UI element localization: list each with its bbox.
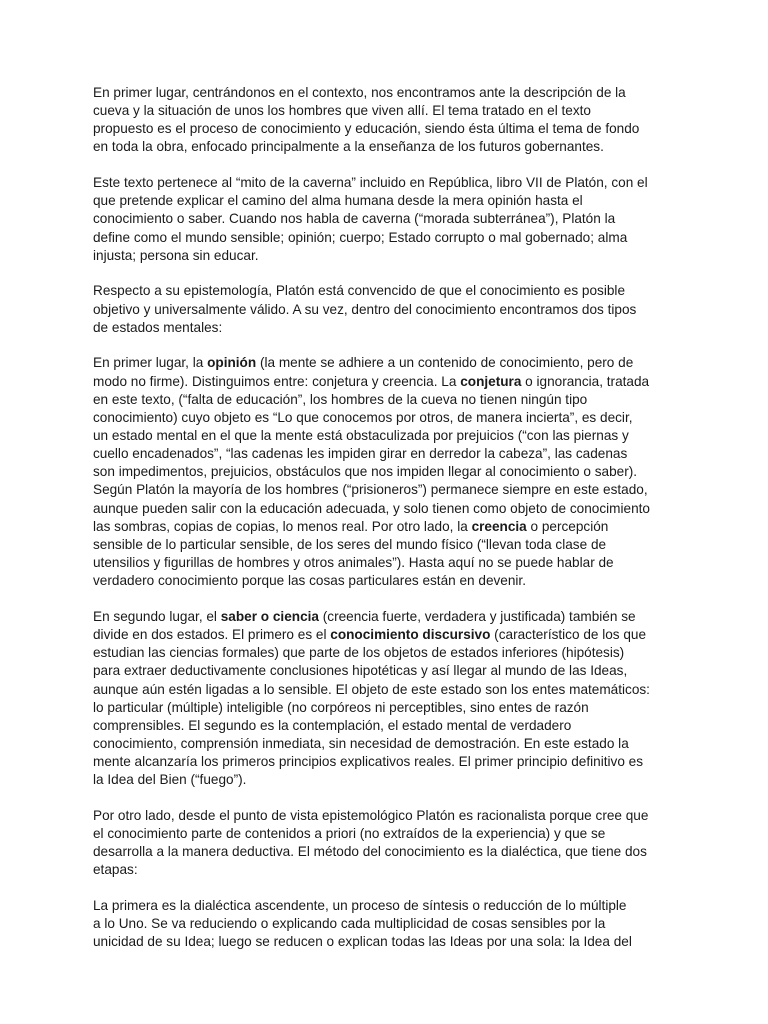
text-segment: o percepción sensible de lo particular sensible, de los seres del mundo físico (“llevan toda clase de utensilios y figurillas de hombres y otros animales”). Hasta aquí no se puede hablar de verdadero conocimiento porque las cosas particulares están en devenir. (93, 518, 614, 589)
term-saber-o-ciencia: saber o ciencia (220, 608, 319, 624)
text-segment: (la mente se adhiere a un contenido de conocimiento, pero de modo no firme). Distinguimos entre: conjetura y creencia. La (93, 355, 634, 389)
document-page (93, 84, 683, 969)
paragraph-myth-of-cave: Este texto pertenece al “mito de la caverna” incluido en República, libro VII de Platón, con el que pretende explicar el camino del alma humana desde la mera opinión hasta el conocimiento o saber. Cuando nos habla de caverna (“morada subterránea”), Platón la define como el mundo sensible; opinión; cuerpo; Estado corrupto o mal gobernado; alma injusta; persona sin educar. (93, 175, 648, 263)
paragraph-epistemology: Respecto a su epistemología, Platón está convencido de que el conocimiento es posible objetivo y universalmente válido. A su vez, dentro del conocimiento encontramos dos tipos de estados mentales: (93, 283, 637, 335)
paragraph-saber-ciencia (93, 608, 683, 790)
term-opinion: opinión (207, 355, 257, 371)
term-creencia: creencia (471, 518, 527, 534)
text-segment: o ignorancia, tratada en este texto, (“falta de educación”, los hombres de la cueva no tienen ningún tipo conocimiento) cuyo objeto es “Lo que conocemos por otros, de manera incierta”, es decir, un estado mental en el que la mente está obstaculizada por prejuicios (“con las piernas y cuello encadenados”, “las cadenas les impiden girar en derredor la cabeza”, las cadenas son impedimentos, prejuicios, obstáculos que nos impiden llegar al conocimiento o saber). Según Platón la mayoría de los hombres (“prisioneros”) permanece siempre en este estado, aunque pueden salir con la educación adecuada, y solo tienen como objeto de conocimiento las sombras, copias de copias, lo menos real. Por otro lado, la (93, 373, 650, 534)
text-segment: (característico de los que estudian las ciencias formales) que parte de los objetos de estados inferiores (hipótesis) para extraer deductivamente conclusiones hipotéticas y así llegar al mundo de las Ideas, aunque aún estén ligadas a lo sensible. El objeto de este estado son los entes matemáticos: lo particular (múltiple) inteligible (no corpóreos ni perceptibles, sino entes de razón comprensibles. El segundo es la contemplación, el estado mental de verdadero conocimiento, comprensión inmediata, sin necesidad de demostración. En este estado la mente alcanzaría los primeros principios explicativos reales. El primer principio definitivo es la Idea del Bien (“fuego”). (93, 627, 650, 788)
text-segment: En segundo lugar, el (93, 608, 221, 624)
paragraph-racionalismo: Por otro lado, desde el punto de vista epistemológico Platón es racionalista porque cree que el conocimiento parte de contenidos a priori (no extraídos de la experiencia) y que se desarrolla a la manera deductiva. El método del conocimiento es la dialéctica, que tiene dos etapas: (93, 807, 649, 878)
term-conjetura: conjetura (460, 373, 522, 389)
paragraph-opinion (93, 354, 683, 590)
text-segment: En primer lugar, la (93, 355, 208, 371)
term-conocimiento-discursivo: conocimiento discursivo (330, 627, 491, 643)
text-segment: (creencia fuerte, verdadera y justificada) también se divide en dos estados. El primero es el (93, 608, 636, 643)
paragraph-dialectica-ascendente: La primera es la dialéctica ascendente, un proceso de síntesis o reducción de lo múltiple a lo Uno. Se va reduciendo o explicando cada multiplicidad de cosas sensibles por la unicidad de su Idea; luego se reducen o explican todas las Ideas por una sola: la Idea del (93, 898, 632, 950)
paragraph-context: En primer lugar, centrándonos en el contexto, nos encontramos ante la descripción de la cueva y la situación de unos los hombres que viven allí. El tema tratado en el texto propuesto es el proceso de conocimiento y educación, siendo ésta última el tema de fondo en toda la obra, enfocado principalmente a la enseñanza de los futuros gobernantes. (93, 85, 640, 155)
